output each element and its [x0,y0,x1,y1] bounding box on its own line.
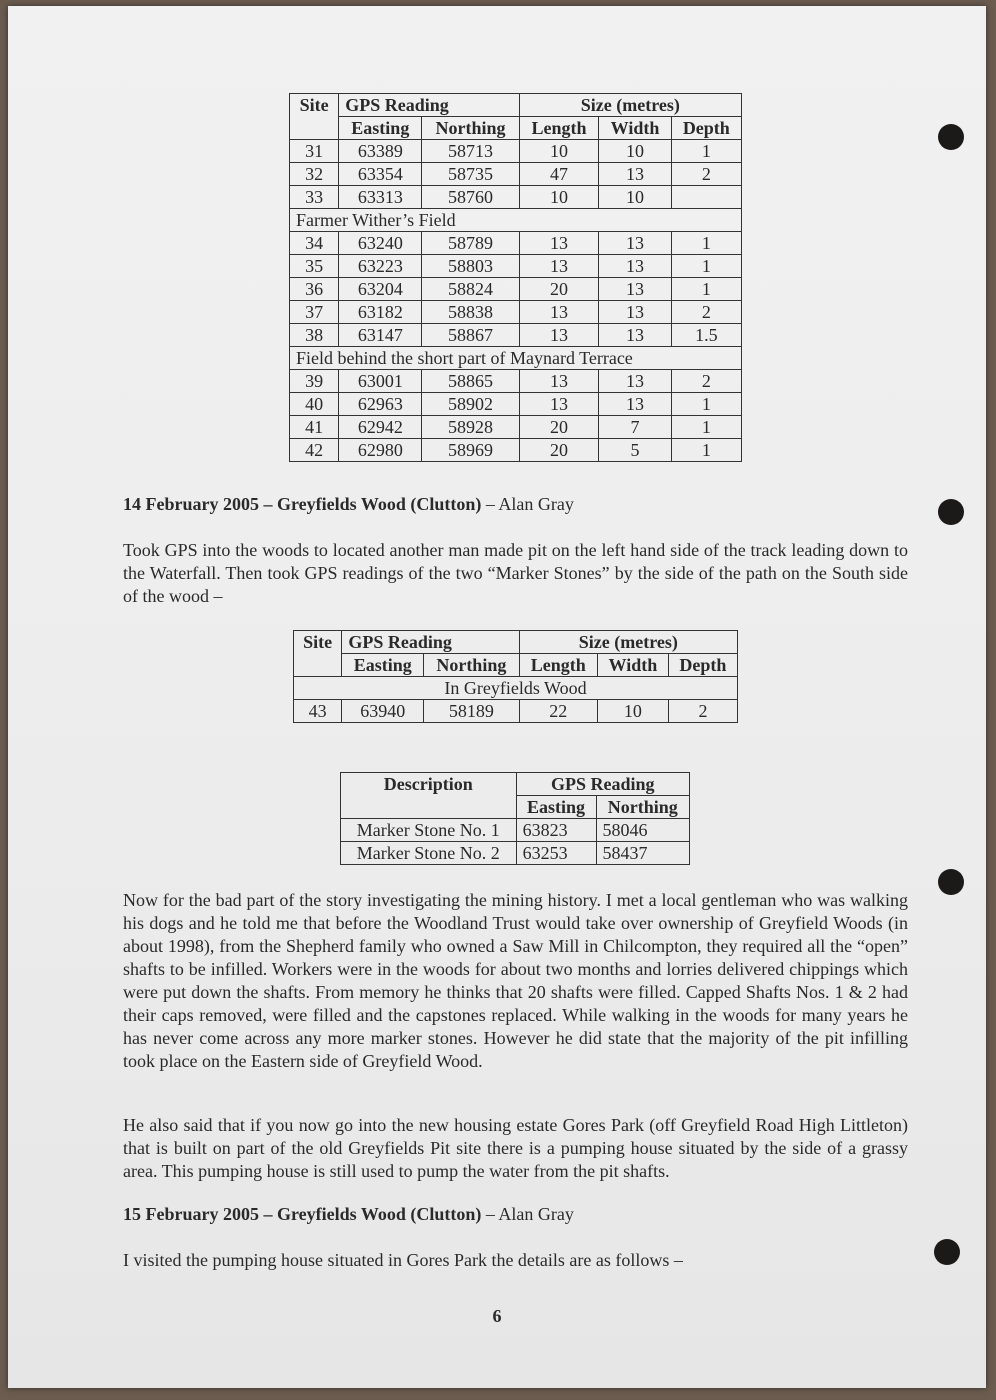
greyfields-site-table [293,630,738,723]
table-row [290,232,742,255]
cell-easting: 63147 [339,324,422,347]
punch-hole [938,124,964,150]
header-site: Site [290,94,339,140]
header-easting: Easting [342,654,424,677]
header-northing: Northing [422,117,519,140]
cell-easting: 63354 [339,163,422,186]
header-description: Description [341,773,517,819]
cell-depth: 1 [671,140,741,163]
cell-length: 13 [519,232,599,255]
cell-easting: 63313 [339,186,422,209]
document-page [8,6,986,1388]
cell-length: 13 [519,324,599,347]
entry-author: – Alan Gray [481,494,574,514]
cell-northing: 58789 [422,232,519,255]
page-number: 6 [492,1306,502,1326]
cell-site: 37 [290,301,339,324]
header-depth: Depth [671,117,741,140]
cell-width: 10 [599,140,671,163]
cell-depth: 1 [671,439,741,462]
cell-site: 38 [290,324,339,347]
section-label: Farmer Wither’s Field [290,209,742,232]
cell-northing: 58867 [422,324,519,347]
cell-easting: 63223 [339,255,422,278]
header-length: Length [519,654,597,677]
cell-depth: 2 [671,370,741,393]
cell-site: 33 [290,186,339,209]
cell-width: 13 [599,278,671,301]
cell-width: 13 [599,232,671,255]
cell-easting: 63389 [339,140,422,163]
punch-hole [938,869,964,895]
entry-date-title: 15 February 2005 – Greyfields Wood (Clutton) [123,1204,482,1224]
cell-easting: 63253 [516,842,596,865]
cell-width: 13 [599,163,671,186]
header-gps-reading: GPS Reading [342,631,519,654]
cell-depth: 1 [671,393,741,416]
section-label: Field behind the short part of Maynard Terrace [290,347,742,370]
marker-stones-table [340,772,690,865]
cell-width: 13 [599,393,671,416]
cell-length: 47 [519,163,599,186]
entry-heading [123,494,574,515]
section-row [290,209,742,232]
header-width: Width [599,117,671,140]
table-row [290,416,742,439]
header-easting: Easting [516,796,596,819]
table-row [290,439,742,462]
cell-northing: 58713 [422,140,519,163]
entry-heading [123,1204,574,1225]
entry-date-title: 14 February 2005 – Greyfields Wood (Clutton) [123,494,482,514]
table-row [290,163,742,186]
table-row [341,842,690,865]
cell-width: 10 [599,186,671,209]
cell-width: 13 [599,301,671,324]
cell-depth: 2 [668,700,737,723]
sites-table [289,93,742,462]
cell-length: 20 [519,439,599,462]
header-site: Site [294,631,342,677]
cell-depth: 2 [671,163,741,186]
cell-northing: 58865 [422,370,519,393]
cell-northing: 58437 [596,842,689,865]
cell-site: 41 [290,416,339,439]
header-length: Length [519,117,599,140]
table-row [290,324,742,347]
cell-length: 13 [519,393,599,416]
table-row [290,255,742,278]
story-paragraph: He also said that if you now go into the new housing estate Gores Park (off Greyfield Road High Littleton) that is built on part of the old Greyfields Pit site there is a pumping house situated by the side of a grassy area. This pumping house is still used to pump the water from the pit shafts. [123,1115,908,1181]
cell-depth: 1.5 [671,324,741,347]
cell-site: 34 [290,232,339,255]
header-size: Size (metres) [519,94,741,117]
section-label: In Greyfields Wood [294,677,738,700]
cell-length: 13 [519,301,599,324]
cell-site: 31 [290,140,339,163]
cell-northing: 58838 [422,301,519,324]
cell-length: 13 [519,370,599,393]
cell-northing: 58735 [422,163,519,186]
cell-easting: 63001 [339,370,422,393]
cell-easting: 62980 [339,439,422,462]
cell-northing: 58928 [422,416,519,439]
story-paragraph: Now for the bad part of the story investigating the mining history. I met a local gentleman who was walking his dogs and he told me that before the Woodland Trust would take over ownership of Greyfield Woods (in about 1998), from the Shepherd family who owned a Saw Mill in Chilcompton, they required all the “open” shafts to be infilled. Workers were in the woods for about two months and lorries delivered chippings which were put down the shafts. From memory he thinks that 20 shafts were filled. Capped Shafts Nos. 1 & 2 had their caps removed, were filled and the capstones replaced. While walking in the woods for many years he has never come across any more marker stones. However he did state that the majority of the pit infilling took place on the Eastern side of Greyfield Wood. [123,890,908,1071]
header-size: Size (metres) [519,631,737,654]
cell-depth: 1 [671,416,741,439]
cell-site: 36 [290,278,339,301]
cell-width: 5 [599,439,671,462]
cell-northing: 58824 [422,278,519,301]
cell-description: Marker Stone No. 1 [341,819,517,842]
cell-easting: 63240 [339,232,422,255]
punch-hole [934,1239,960,1265]
header-northing: Northing [424,654,520,677]
cell-length: 13 [519,255,599,278]
table-row [290,301,742,324]
cell-northing: 58760 [422,186,519,209]
header-gps-reading: GPS Reading [516,773,689,796]
cell-easting: 63940 [342,700,424,723]
cell-site: 39 [290,370,339,393]
entry-paragraph: I visited the pumping house situated in Gores Park the details are as follows – [123,1250,683,1270]
cell-northing: 58969 [422,439,519,462]
cell-northing: 58902 [422,393,519,416]
cell-easting: 63823 [516,819,596,842]
cell-width: 13 [599,255,671,278]
cell-depth: 1 [671,232,741,255]
cell-length: 10 [519,186,599,209]
entry-author: – Alan Gray [481,1204,574,1224]
cell-width: 10 [597,700,668,723]
header-depth: Depth [668,654,737,677]
cell-site: 42 [290,439,339,462]
table-row [290,140,742,163]
cell-site: 40 [290,393,339,416]
cell-northing: 58803 [422,255,519,278]
cell-easting: 63182 [339,301,422,324]
table-row [290,278,742,301]
entry-paragraph: Took GPS into the woods to located another man made pit on the left hand side of the track leading down to the Waterfall. Then took GPS readings of the two “Marker Stones” by the side of the path on the South side of the wood – [123,540,908,606]
cell-easting: 62942 [339,416,422,439]
table-row [290,393,742,416]
cell-northing: 58189 [424,700,520,723]
table-row [290,370,742,393]
section-row [294,677,738,700]
table-row [294,700,738,723]
cell-site: 35 [290,255,339,278]
cell-easting: 62963 [339,393,422,416]
cell-width: 13 [599,370,671,393]
cell-width: 13 [599,324,671,347]
cell-depth: 1 [671,278,741,301]
cell-easting: 63204 [339,278,422,301]
punch-hole [938,499,964,525]
cell-length: 20 [519,416,599,439]
cell-depth: 2 [671,301,741,324]
header-northing: Northing [596,796,689,819]
table-row [341,819,690,842]
header-easting: Easting [339,117,422,140]
cell-description: Marker Stone No. 2 [341,842,517,865]
header-gps-reading: GPS Reading [339,94,519,117]
cell-depth [671,186,741,209]
table-row [290,186,742,209]
cell-northing: 58046 [596,819,689,842]
cell-depth: 1 [671,255,741,278]
section-row [290,347,742,370]
cell-length: 22 [519,700,597,723]
cell-width: 7 [599,416,671,439]
cell-length: 20 [519,278,599,301]
cell-site: 32 [290,163,339,186]
header-width: Width [597,654,668,677]
cell-length: 10 [519,140,599,163]
cell-site: 43 [294,700,342,723]
